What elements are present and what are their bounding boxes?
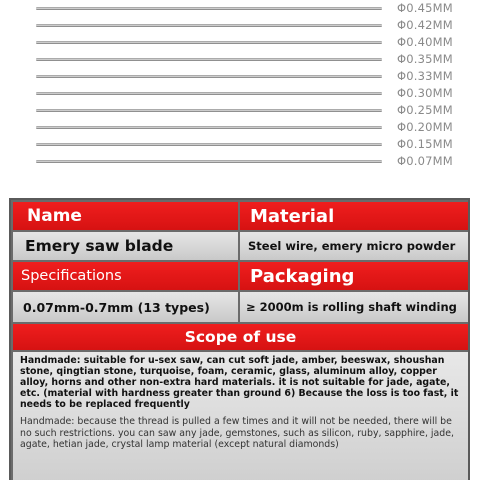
packaging-value: ≥ 2000m is rolling shaft winding	[240, 292, 468, 322]
wire-line	[36, 75, 382, 78]
wire-size-label: Φ0.07MM	[397, 154, 453, 168]
packaging-header: Packaging	[240, 262, 468, 290]
wire-size-label: Φ0.20MM	[397, 120, 453, 134]
wire-size-label: Φ0.25MM	[397, 103, 453, 117]
scope-paragraph: Handmade: suitable for u-sex saw, can cut soft jade, amber, beeswax, shoushan stone, qingtian stone, turquoise, foam, ceramic, glass, aluminum alloy, copper alloy, horns and other non-extra hard materials. it is not suitable for jade, agate, etc. (material with hardness greater than ground 6) Because the loss is too fast, it needs to be replaced frequently	[20, 355, 459, 411]
wire-sample	[0, 136, 480, 153]
wire-line	[36, 7, 382, 10]
wire-size-label: Φ0.15MM	[397, 137, 453, 151]
wire-sample	[0, 119, 480, 136]
wire-sample	[0, 51, 480, 68]
product-info-table	[9, 198, 470, 480]
scope-paragraph: Handmade: because the thread is pulled a few times and it will not be needed, there will be no such restrictions. you can saw any jade, gemstones, such as silicon, ruby, sapphire, jade, agate, hetian jade, crystal lamp material (except natural diamonds)	[20, 416, 454, 450]
wire-size-label: Φ0.45MM	[397, 1, 453, 15]
wire-sample	[0, 0, 480, 17]
wire-samples	[0, 0, 480, 172]
wire-line	[36, 109, 382, 112]
wire-sample	[0, 34, 480, 51]
material-header: Material	[240, 202, 468, 230]
wire-size-label: Φ0.40MM	[397, 35, 453, 49]
wire-sample	[0, 102, 480, 119]
name-value: Emery saw blade	[13, 232, 238, 260]
wire-line	[36, 143, 382, 146]
specifications-value: 0.07mm-0.7mm (13 types)	[13, 292, 238, 322]
wire-sample	[0, 153, 480, 170]
scope-header: Scope of use	[13, 324, 468, 350]
wire-size-label: Φ0.30MM	[397, 86, 453, 100]
wire-line	[36, 160, 382, 163]
specifications-header: Specifications	[13, 262, 238, 290]
wire-sample	[0, 68, 480, 85]
wire-size-label: Φ0.42MM	[397, 18, 453, 32]
scope-body	[13, 352, 468, 480]
wire-line	[36, 58, 382, 61]
wire-line	[36, 126, 382, 129]
wire-line	[36, 92, 382, 95]
wire-sample	[0, 85, 480, 102]
wire-line	[36, 24, 382, 27]
wire-sample	[0, 17, 480, 34]
wire-size-label: Φ0.33MM	[397, 69, 453, 83]
wire-size-label: Φ0.35MM	[397, 52, 453, 66]
name-header: Name	[13, 202, 238, 230]
material-value: Steel wire, emery micro powder	[240, 232, 468, 260]
spacer	[0, 172, 480, 198]
wire-line	[36, 41, 382, 44]
